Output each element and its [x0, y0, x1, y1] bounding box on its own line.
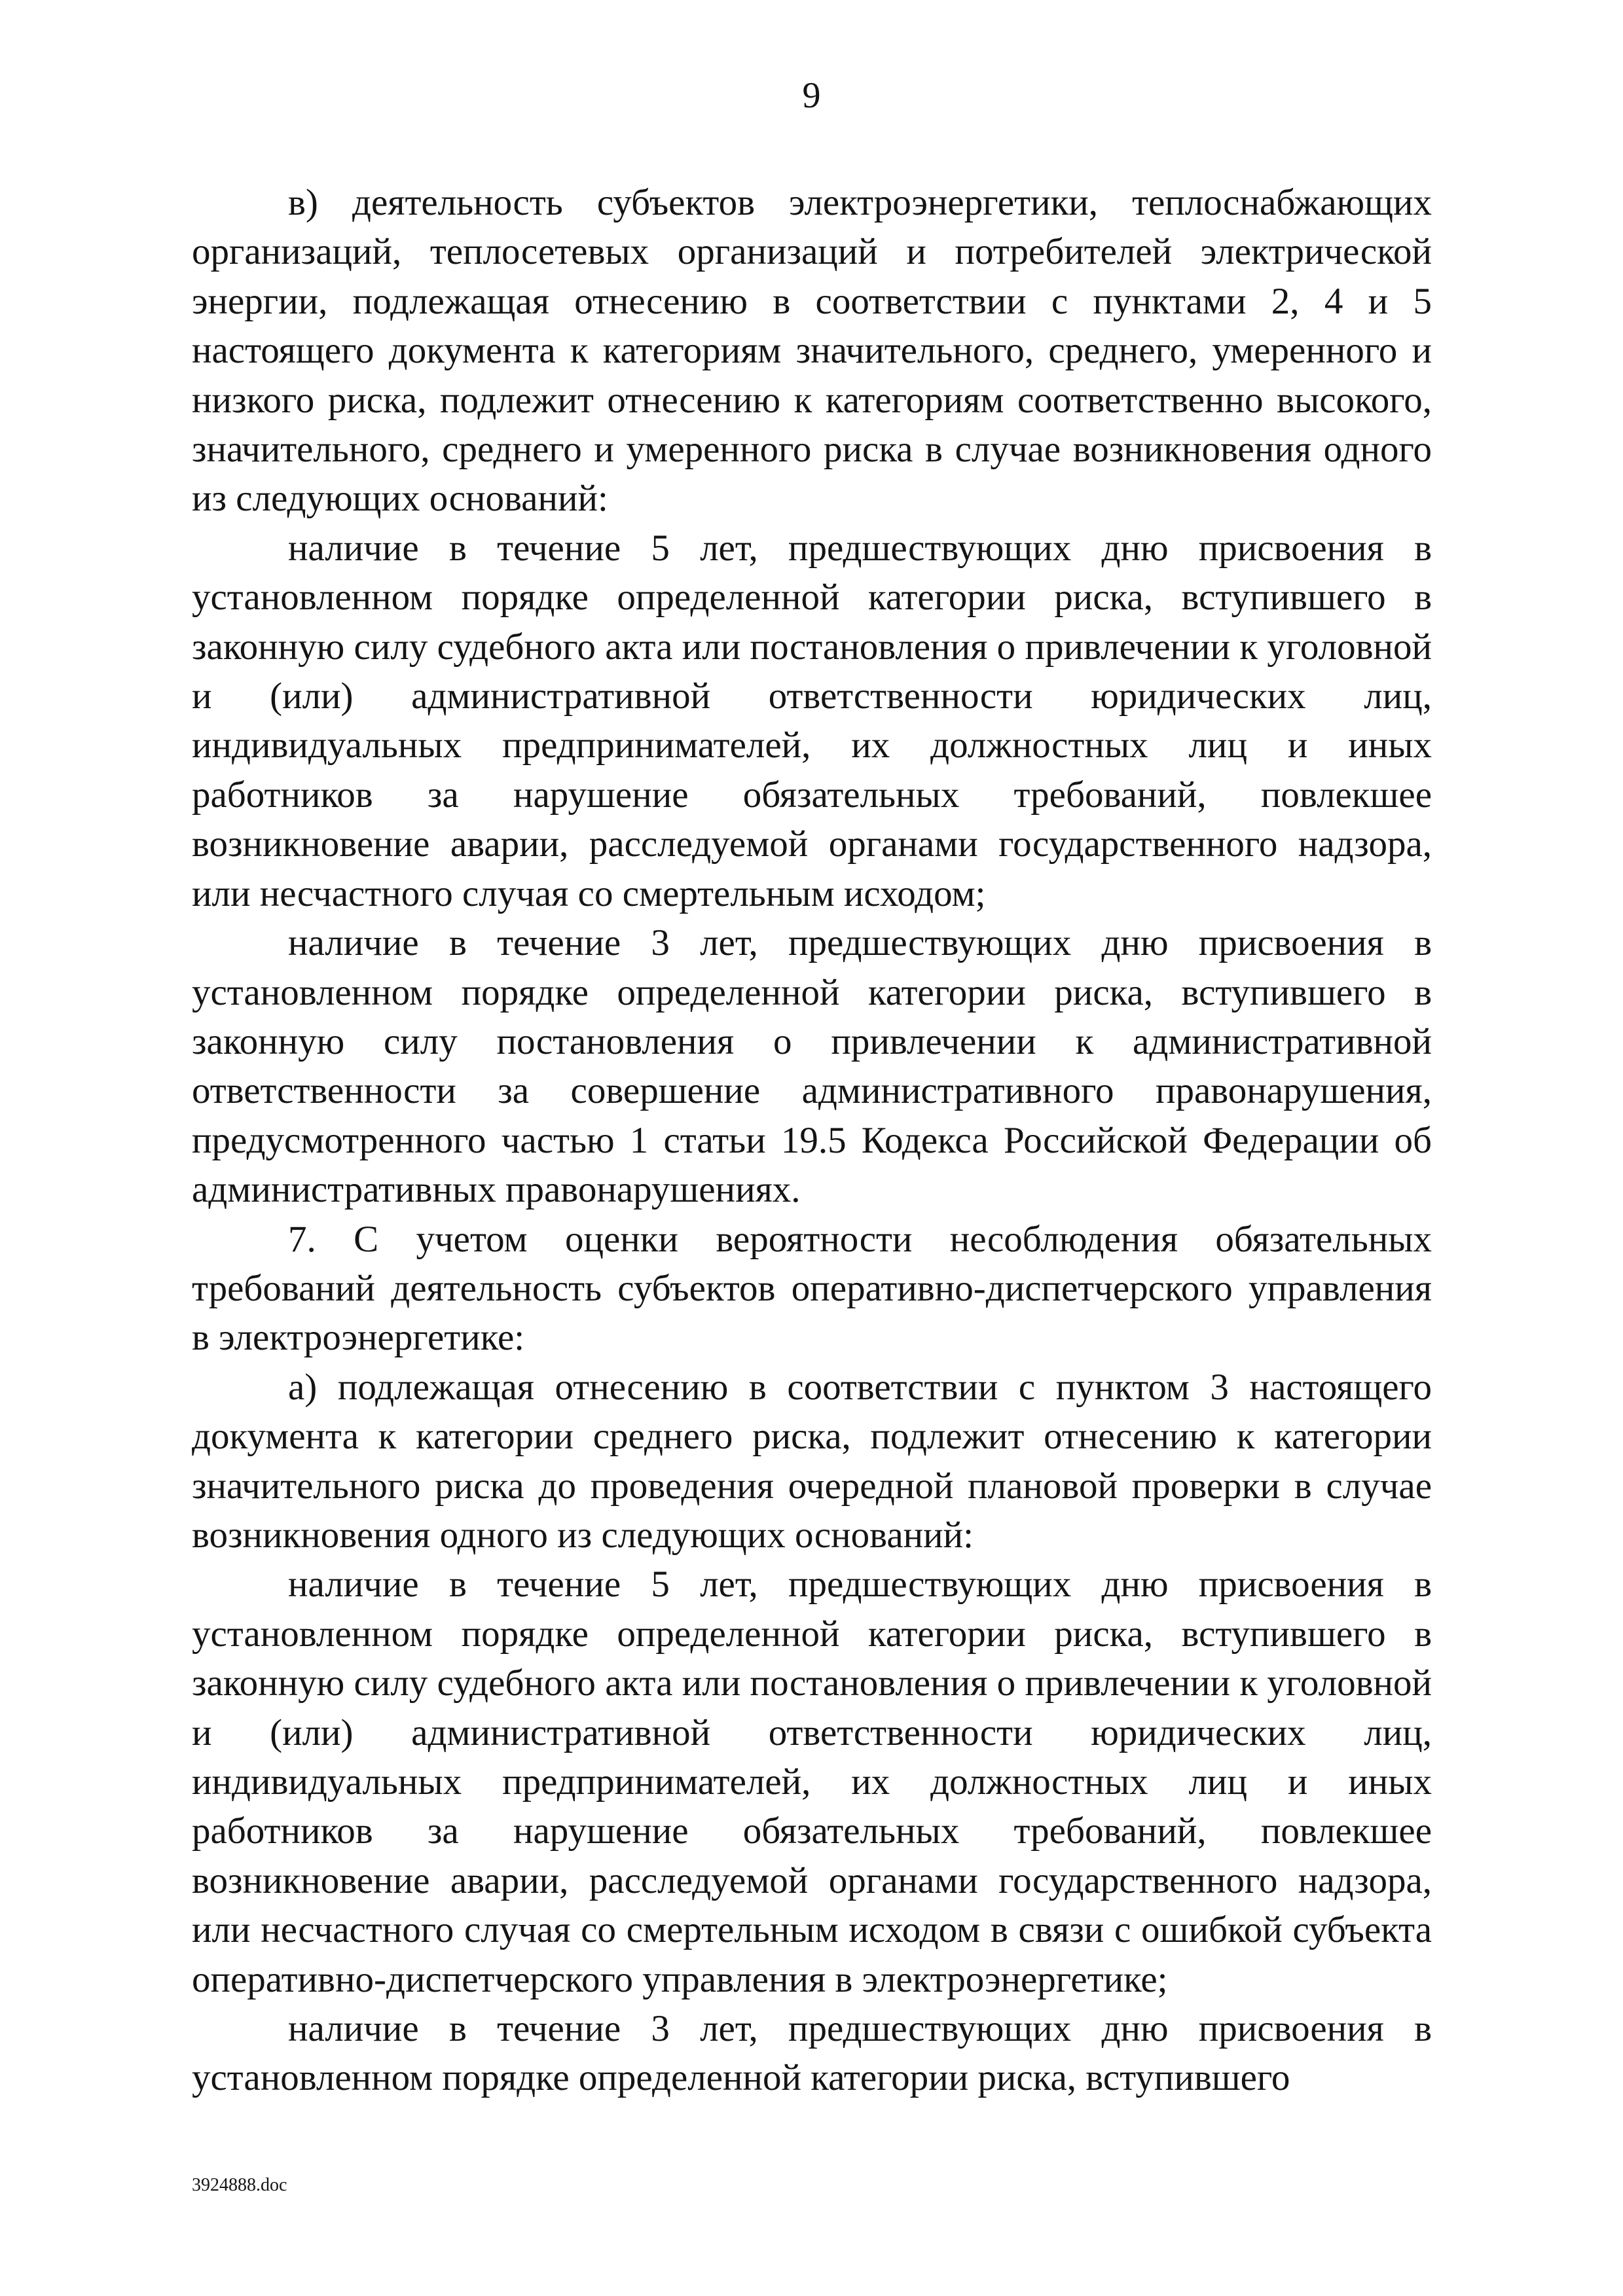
document-body: [192, 178, 1432, 2103]
paragraph-item-7: 7. С учетом оценки вероятности несоблюдения обязательных требований деятельность субъектов оперативно-диспетчерского управления в электроэнергетике:: [192, 1218, 1432, 1359]
document-file-name: 3924888.doc: [192, 2175, 287, 2195]
paragraph-basis-5-years-odu: наличие в течение 5 лет, предшествующих дню присвоения в установленном порядке определенной категории риска, вступившего в законную силу судебного акта или постановления о привлечении к уголовной и (или) административной ответственности юридических лиц, индивидуальных предпринимателей, их должностных лиц и иных работников за нарушение обязательных требований, повлекшее возникновение аварии, расследуемой органами государственного надзора, или несчастного случая со смертельным исходом в связи с ошибкой субъекта оперативно-диспетчерского управления в электроэнергетике;: [192, 1564, 1432, 2000]
paragraph-subitem-v: в) деятельность субъектов электроэнергетики, теплоснабжающих организаций, теплосетевых организаций и потребителей электрической энергии, подлежащая отнесению в соответствии с пунктами 2, 4 и 5 настоящего документа к категориям значительного, среднего, умеренного и низкого риска, подлежит отнесению к категориям соответственно высокого, значительного, среднего и умеренного риска в случае возникновения одного из следующих оснований:: [192, 182, 1432, 520]
page-number: 9: [802, 75, 821, 116]
paragraph-basis-5-years: наличие в течение 5 лет, предшествующих дню присвоения в установленном порядке определенной категории риска, вступившего в законную силу судебного акта или постановления о привлечении к уголовной и (или) административной ответственности юридических лиц, индивидуальных предпринимателей, их должностных лиц и иных работников за нарушение обязательных требований, повлекшее возникновение аварии, расследуемой органами государственного надзора, или несчастного случая со смертельным исходом;: [192, 527, 1432, 914]
paragraph-basis-3-years: наличие в течение 3 лет, предшествующих дню присвоения в установленном порядке определенной категории риска, вступившего в законную силу постановления о привлечении к административной ответственности за совершение административного правонарушения, предусмотренного частью 1 статьи 19.5 Кодекса Российской Федерации об административных правонарушениях.: [192, 922, 1432, 1211]
paragraph-basis-3-years-odu: наличие в течение 3 лет, предшествующих дню присвоения в установленном порядке определенной категории риска, вступившего: [192, 2008, 1432, 2099]
paragraph-subitem-a: а) подлежащая отнесению в соответствии с пунктом 3 настоящего документа к категории среднего риска, подлежит отнесению к категории значительного риска до проведения очередной плановой проверки в случае возникновения одного из следующих оснований:: [192, 1366, 1432, 1556]
